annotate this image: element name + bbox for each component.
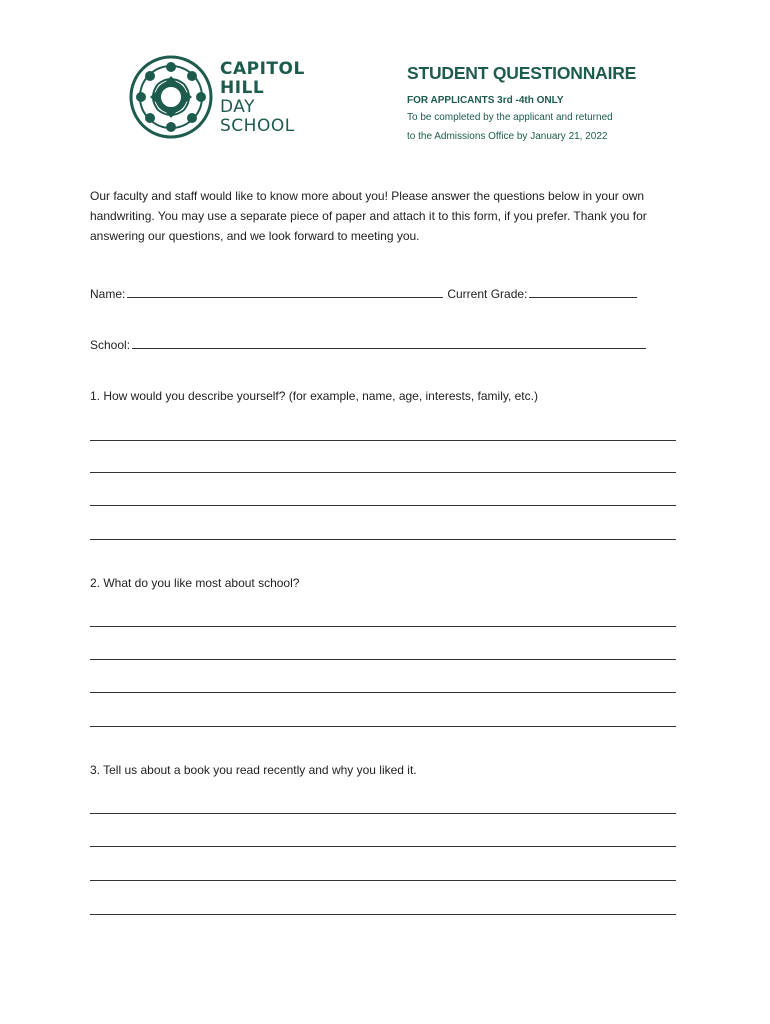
logo-word-school: SCHOOL <box>220 116 295 136</box>
name-label: Name: <box>90 287 126 301</box>
grade-label: Current Grade: <box>447 287 528 301</box>
deadline-note-line-2: to the Admissions Office by January 21, 2022 <box>407 131 608 142</box>
name-grade-row <box>90 286 641 301</box>
grade-blank[interactable] <box>529 286 637 298</box>
logo-word-day: DAY <box>220 97 255 117</box>
school-logo <box>128 54 428 144</box>
answer-line-2-4[interactable] <box>90 726 676 727</box>
question-2: 2. What do you like most about school? <box>90 576 300 590</box>
applicant-grade-subtitle: FOR APPLICANTS 3rd -4th ONLY <box>407 95 564 106</box>
answer-line-1-1[interactable] <box>90 440 676 441</box>
answer-line-2-1[interactable] <box>90 626 676 627</box>
answer-line-1-2[interactable] <box>90 472 676 473</box>
school-label: School: <box>90 338 131 352</box>
answer-line-3-1[interactable] <box>90 813 676 814</box>
question-1: 1. How would you describe yourself? (for example, name, age, interests, family, etc.) <box>90 389 538 403</box>
answer-line-1-4[interactable] <box>90 539 676 540</box>
answer-line-3-3[interactable] <box>90 880 676 881</box>
school-blank[interactable] <box>132 337 646 349</box>
logo-word-capitol: CAPITOL <box>220 59 305 79</box>
school-name <box>220 60 305 136</box>
school-emblem-icon <box>128 54 214 140</box>
page-title: STUDENT QUESTIONNAIRE <box>407 63 637 83</box>
name-blank[interactable] <box>127 286 443 298</box>
answer-line-1-3[interactable] <box>90 505 676 506</box>
title-block <box>407 62 737 146</box>
intro-paragraph: Our faculty and staff would like to know more about you! Please answer the questions below in your own handwriting. You may use a separate piece of paper and attach it to this form, if you prefer. Thank you for answering our questions, and we look forward to meeting you. <box>90 189 647 243</box>
answer-line-3-2[interactable] <box>90 846 676 847</box>
answer-line-2-3[interactable] <box>90 692 676 693</box>
answer-line-2-2[interactable] <box>90 659 676 660</box>
deadline-note-line-1: To be completed by the applicant and returned <box>407 112 613 123</box>
answer-line-3-4[interactable] <box>90 914 676 915</box>
question-3: 3. Tell us about a book you read recently and why you liked it. <box>90 763 417 777</box>
school-row <box>90 337 650 352</box>
logo-word-hill: HILL <box>220 78 265 98</box>
